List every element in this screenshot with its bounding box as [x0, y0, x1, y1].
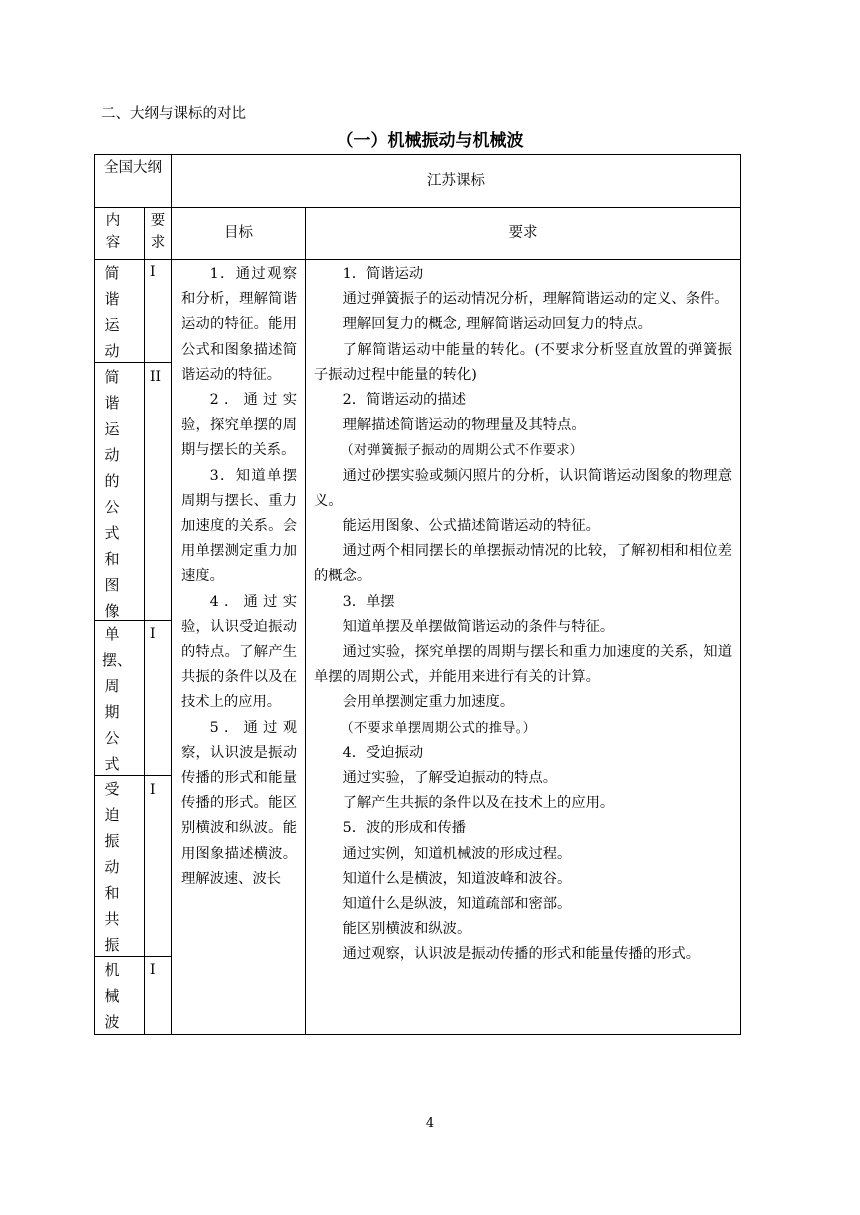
- page-number: 4: [425, 1116, 435, 1131]
- header-level: 要求: [150, 213, 166, 251]
- table-divider: [171, 207, 741, 208]
- goal-item: 5．通过观察，认识波是振动传播的形式和能量传播的形式。能区别横波和纵波。能用图象描述横波。理解波速、波长: [181, 719, 297, 887]
- requirement-item: 通过观察，认识波是振动传播的形式和能量传播的形式。: [342, 946, 701, 963]
- requirement-heading: 5．波的形成和传播: [342, 820, 467, 837]
- requirement-item: 通过实例，知道机械波的形成过程。: [342, 845, 572, 862]
- goal-item: 2．通过实验，探究单摆的周期与摆长的关系。: [181, 392, 297, 459]
- requirement-item: 通过两个相同摆长的单摆振动情况的比较，了解初相和相位差的概念。: [314, 543, 732, 585]
- requirement-item: 通过实验，了解受迫振动的特点。: [342, 770, 558, 787]
- table-divider: [144, 207, 145, 1035]
- row-level: I: [150, 626, 156, 642]
- requirement-item: 通过砂摆实验或频闪照片的分析，认识简谐运动图象的物理意义。: [314, 467, 732, 509]
- row-content-mechanical-wave: 机械波: [104, 961, 120, 1031]
- table-divider: [171, 154, 172, 1035]
- table-border-top: [94, 154, 741, 155]
- header-content: 内容: [105, 213, 121, 251]
- row-level: I: [150, 264, 156, 280]
- requirement-item: 知道什么是横波，知道波峰和波谷。: [342, 870, 572, 887]
- requirement-item: 能运用图象、公式描述简谐运动的特征。: [342, 518, 600, 535]
- requirement-heading: 3．单摆: [342, 593, 395, 610]
- goal-item: 3．知道单摆周期与摆长、重力加速度的关系。会用单摆测定重力加速度。: [181, 467, 297, 585]
- requirement-item: 理解回复力的概念, 理解简谐运动回复力的特点。: [342, 316, 652, 333]
- requirement-item: 知道单摆及单摆做简谐运动的条件与特征。: [342, 618, 615, 635]
- row-content-simple-harmonic: 简谐运动: [104, 264, 120, 360]
- row-content-shm-formula: 简谐运动的公式和图像: [104, 368, 120, 620]
- requirements-column: [314, 262, 732, 968]
- table-border-left: [94, 154, 95, 1035]
- goal-item: 1．通过观察和分析，理解简谐运动的特征。能用公式和图象描述简谐运动的特征。: [181, 266, 297, 383]
- table-border-bottom: [94, 1034, 741, 1035]
- table-divider: [305, 207, 306, 1035]
- row-level: I: [150, 782, 156, 798]
- section-heading: 二、大纲与课标的对比: [101, 106, 246, 122]
- requirement-item: 能区别横波和纵波。: [342, 921, 472, 938]
- row-content-pendulum: 单摆、周期公式: [102, 625, 133, 773]
- row-level: I: [150, 962, 156, 978]
- requirement-heading: 2．简谐运动的描述: [342, 392, 467, 409]
- table-title: （一）机械振动与机械波: [336, 131, 524, 151]
- requirement-item: 会用单摆测定重力加速度。: [342, 694, 515, 711]
- requirement-item: 了解产生共振的条件以及在技术上的应用。: [342, 795, 615, 812]
- requirement-item: 了解简谐运动中能量的转化。(不要求分析竖直放置的弹簧振子振动过程中能量的转化): [314, 341, 732, 383]
- table-divider: [94, 207, 171, 208]
- requirement-item: 通过弹簧振子的运动情况分析，理解简谐运动的定义、条件。: [342, 291, 729, 308]
- goal-item: 4．通过实验，认识受迫振动的特点。了解产生共振的条件以及在技术上的应用。: [181, 593, 297, 711]
- requirement-note: （对弹簧振子振动的周期公式不作要求）: [340, 443, 584, 459]
- header-requirement: 要求: [508, 225, 538, 241]
- header-national-syllabus: 全国大纲: [104, 160, 162, 176]
- table-divider: [94, 259, 741, 260]
- requirement-item: 理解描述简谐运动的物理量及其特点。: [342, 417, 586, 434]
- goals-column: [181, 262, 297, 892]
- row-content-forced-vibration: 受迫振动和共振: [104, 780, 120, 954]
- requirement-heading: 1．简谐运动: [342, 266, 424, 282]
- header-goal: 目标: [224, 225, 253, 241]
- table-border-right: [740, 154, 741, 1035]
- requirement-heading: 4．受迫振动: [342, 744, 424, 761]
- requirement-item: 通过实验，探究单摆的周期与摆长和重力加速度的关系，知道单摆的周期公式，并能用来进行有关的计算。: [314, 644, 732, 686]
- header-jiangsu-standard: 江苏课标: [427, 173, 485, 189]
- requirement-item: 知道什么是纵波，知道疏部和密部。: [342, 896, 572, 913]
- row-level: II: [150, 369, 162, 385]
- requirement-note: （不要求单摆周期公式的推导。）: [340, 720, 537, 736]
